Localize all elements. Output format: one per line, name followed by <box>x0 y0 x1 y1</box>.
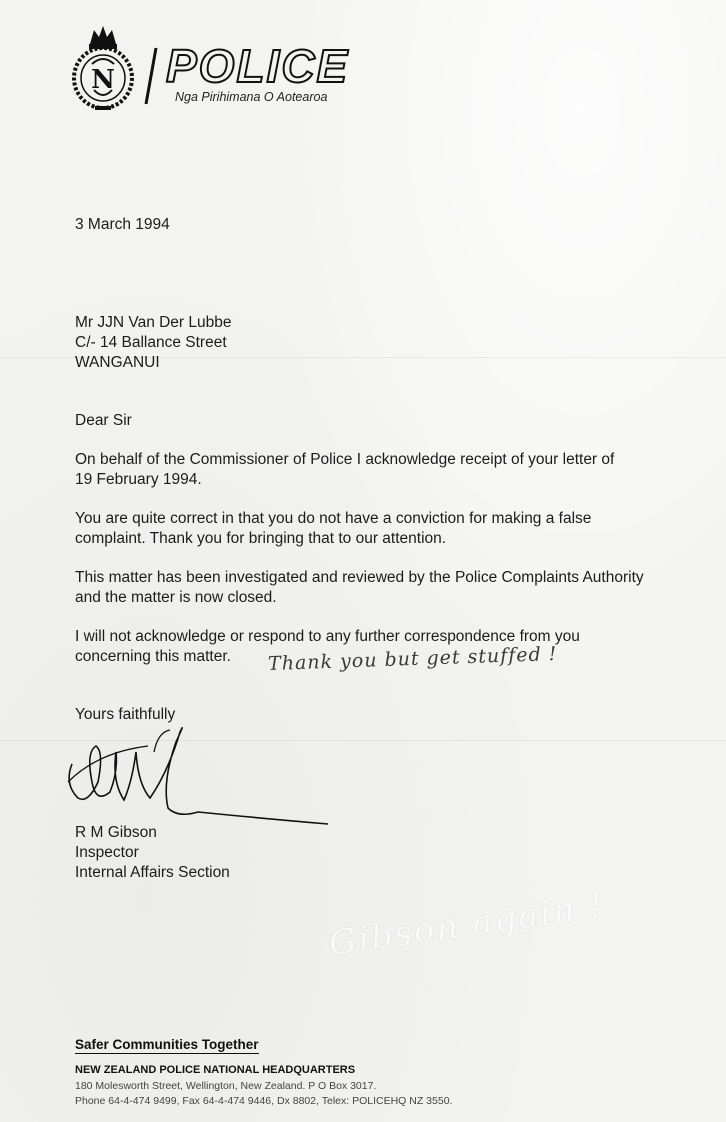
footer-tagline: Safer Communities Together <box>75 1037 259 1052</box>
letter-date: 3 March 1994 <box>75 216 170 233</box>
recipient-address: C/- 14 Ballance Street <box>75 334 227 351</box>
signatory-name: R M Gibson <box>75 824 157 841</box>
paragraph-line: 19 February 1994. <box>75 471 202 488</box>
recipient-name: Mr JJN Van Der Lubbe <box>75 314 232 331</box>
paragraph-line: I will not acknowledge or respond to any further correspondence from you <box>75 628 580 645</box>
paragraph-line: On behalf of the Commissioner of Police I acknowledge receipt of your letter of <box>75 451 615 468</box>
faint-handwriting: Gibson again ! <box>326 885 608 965</box>
closing: Yours faithfully <box>75 706 176 723</box>
footer-contact: Phone 64-4-474 9499, Fax 64-4-474 9446, Dx 8802, Telex: POLICEHQ NZ 3550. <box>75 1095 453 1107</box>
handwritten-note: Thank you but get stuffed ! <box>267 642 558 676</box>
paragraph-line: You are quite correct in that you do not have a conviction for making a false <box>75 510 592 527</box>
footer-hq: NEW ZEALAND POLICE NATIONAL HEADQUARTERS <box>75 1064 356 1076</box>
recipient-city: WANGANUI <box>75 354 160 371</box>
footer-address: 180 Molesworth Street, Wellington, New Zealand. P O Box 3017. <box>75 1080 377 1092</box>
nz-police-crest-icon <box>70 24 136 112</box>
paragraph-line: and the matter is now closed. <box>75 589 277 606</box>
paragraph-line: complaint. Thank you for bringing that to our attention. <box>75 530 447 547</box>
salutation: Dear Sir <box>75 412 132 429</box>
brand-wordmark: POLICE <box>166 40 350 92</box>
svg-text:N: N <box>91 65 115 95</box>
paragraph-line: This matter has been investigated and reviewed by the Police Complaints Authority <box>75 569 644 586</box>
brand-subtitle: Nga Pirihimana O Aotearoa <box>175 90 328 104</box>
signatory-title: Inspector <box>75 844 139 861</box>
signature <box>58 712 338 832</box>
signatory-section: Internal Affairs Section <box>75 864 230 881</box>
paragraph-line: concerning this matter. <box>75 648 231 665</box>
logo-divider <box>144 46 158 106</box>
